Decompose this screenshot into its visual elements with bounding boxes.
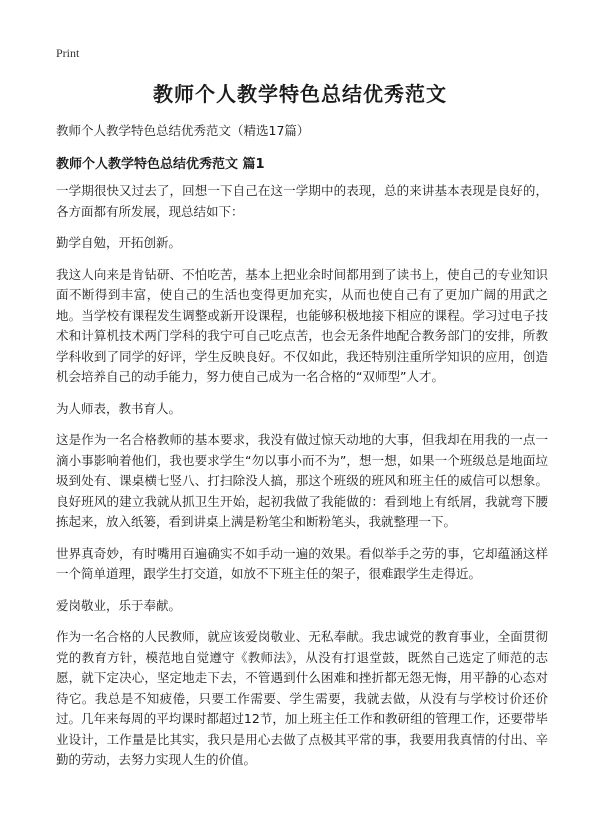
section-title: 教师个人教学特色总结优秀范文 篇1 — [56, 157, 265, 172]
paragraph-study: 我这人向来是肯钻研、不怕吃苦，基本上把业余时间都用到了读书上，使自己的专业知识面不断得到丰富，使自己的生活也变得更加充实，从而也使自己有了更加广阔的用武之地。当学校有课程发生调整或新开设课程，也能够积极地接下相应的课程。学习过电子技术和计算机技术两门学科的我宁可自己吃点苦，也会无条件地配合教务部门的安排，所教学科收到了同学的好评，学生反映良好。不仅如此，我还特别注重所学知识的应用，创造机会培养自己的动手能力，努力使自己成为一名合格的“双师型”人才。 — [56, 266, 548, 384]
paragraph-heading-2: 为人师表，教书育人。 — [56, 400, 182, 416]
paragraph-heading-1: 勤学自勉，开拓创新。 — [56, 235, 182, 250]
document-subtitle: 教师个人教学特色总结优秀范文（精选17篇） — [56, 123, 310, 138]
paragraph-example: 这是作为一名合格教师的基本要求，我没有做过惊天动地的大事，但我却在用我的一点一滴小事影响着他们，我也要求学生“勿以事小而不为”，想一想，如果一个班级总是地面垃圾到处有、课桌横七竖八、打扫除没人搞，那这个班级的班风和班主任的威信可以想象。良好班风的建立我就从抓卫生开始，起初我做了我能做的：看到地上有纸屑，我就弯下腰拣起来，放入纸篓，看到讲桌上满是粉笔尘和断粉笔头，我就整理一下。 — [56, 432, 548, 529]
document-body — [56, 181, 548, 782]
paragraph-heading-3: 爱岗敬业，乐于奉献。 — [56, 597, 182, 613]
paragraph-dedication: 作为一名合格的人民教师，就应该爱岗敬业、无私奉献。我忠诚党的教育事业，全面贯彻党的教育方针，模范地自觉遵守《教师法》，从没有打退堂鼓，既然自己选定了师范的志愿，就下定决心，坚定地走下去，不管遇到什么困难和挫折都无怨无悔，用平静的心态对待它。我总是不知疲倦，只要工作需要、学生需要，我就去做，从没有与学校讨价还价过。几年来每周的平均课时都超过12节，加上班主任工作和教研组的管理工作，还要带毕业设计，工作量是比其实，我只是用心去做了点极其平常的事，我要用我真情的付出、辛勤的劳动，去努力实现人生的价值。 — [56, 629, 548, 767]
print-label[interactable]: Print — [56, 46, 80, 60]
document-title: 教师个人教学特色总结优秀范文 — [153, 82, 447, 106]
paragraph-reflection: 世界真奇妙，有时嘴用百遍确实不如手动一遍的效果。看似举手之劳的事，它却蕴涵这样一个简单道理，跟学生打交道，如放不下班主任的架子，很难跟学生走得近。 — [56, 545, 548, 581]
paragraph-intro: 一学期很快又过去了，回想一下自己在这一学期中的表现，总的来讲基本表现是良好的，各方面都有所发展，现总结如下： — [56, 183, 548, 219]
